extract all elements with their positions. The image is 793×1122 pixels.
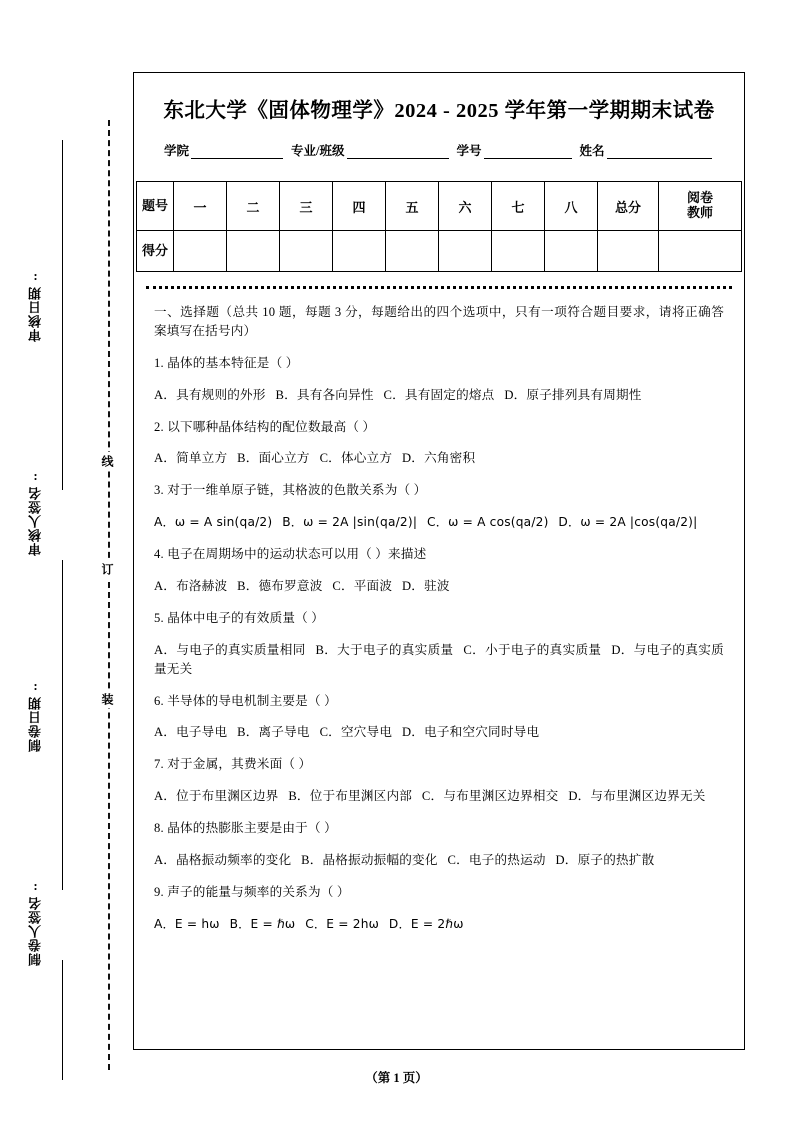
question-4-option-c[interactable]: C．平面波	[332, 579, 393, 594]
question-8-options	[154, 851, 724, 870]
question-9-option-c[interactable]: C．E = 2hω	[305, 916, 380, 931]
reviewer-signature-label: 审核人签名:	[28, 470, 43, 556]
question-9-text: 声子的能量与频率的关系为（ ）	[167, 884, 350, 899]
margin-divider-line-3	[62, 960, 63, 1080]
page-footer: （第 1 页）	[365, 1071, 428, 1085]
question-4-number: 4.	[154, 547, 164, 562]
score-col-3: 三	[280, 182, 333, 231]
question-3-option-b[interactable]: B．ω = 2A |sin(qa/2)|	[282, 515, 418, 530]
question-2-stem	[154, 418, 724, 437]
question-1-text: 晶体的基本特征是（ ）	[167, 355, 299, 370]
producer-signature-label: 制卷人签名:	[28, 880, 43, 966]
question-5-number: 5.	[154, 610, 164, 625]
score-cell-8[interactable]	[545, 231, 598, 272]
question-8-option-b[interactable]: B．晶格振动振幅的变化	[301, 853, 438, 868]
question-8-number: 8.	[154, 821, 164, 836]
score-cell-4[interactable]	[333, 231, 386, 272]
score-col-5: 五	[386, 182, 439, 231]
score-col-7: 七	[492, 182, 545, 231]
score-col-4: 四	[333, 182, 386, 231]
question-6-options	[154, 723, 724, 742]
question-1-option-b[interactable]: B．具有各向异性	[275, 387, 374, 402]
question-3-text: 对于一维单原子链，其格波的色散关系为（ ）	[167, 483, 427, 498]
question-3-options	[154, 513, 724, 532]
production-date-label: 制卷日期:	[28, 680, 43, 752]
question-7-options	[154, 787, 724, 806]
score-cell-3[interactable]	[280, 231, 333, 272]
table-row-question-numbers	[137, 182, 742, 231]
row-label-question-number: 题号	[137, 182, 174, 231]
question-3-number: 3.	[154, 483, 164, 498]
score-col-6: 六	[439, 182, 492, 231]
grading-teacher-line1: 阅卷	[686, 190, 713, 206]
question-4-option-b[interactable]: B．德布罗意波	[237, 579, 323, 594]
student-id-label: 学号	[456, 144, 482, 158]
question-3-stem	[154, 481, 724, 500]
question-8-option-d[interactable]: D．原子的热扩散	[555, 853, 655, 868]
score-cell-total[interactable]	[598, 231, 659, 272]
student-info-row	[164, 141, 722, 159]
row-label-score: 得分	[137, 231, 174, 272]
question-7-option-b[interactable]: B．位于布里渊区内部	[288, 789, 413, 804]
score-col-1: 一	[174, 182, 227, 231]
question-4-option-a[interactable]: A．布洛赫波	[154, 579, 228, 594]
question-2-number: 2.	[154, 419, 164, 434]
score-cell-5[interactable]	[386, 231, 439, 272]
question-2-option-a[interactable]: A．简单立方	[154, 451, 228, 466]
question-2-text: 以下哪种晶体结构的配位数最高（ ）	[167, 419, 376, 434]
binding-fold-dashed-line	[108, 120, 110, 1070]
question-1-option-c[interactable]: C．具有固定的熔点	[383, 387, 495, 402]
question-8-text: 晶体的热膨胀主要是由于（ ）	[167, 821, 337, 836]
fold-char-zhuang: 装	[99, 690, 116, 708]
question-4-option-d[interactable]: D．驻波	[402, 579, 450, 594]
header-body-separator	[146, 286, 732, 289]
question-6-number: 6.	[154, 693, 164, 708]
question-3-option-c[interactable]: C．ω = A cos(qa/2)	[427, 515, 549, 530]
score-col-grading-teacher	[659, 182, 742, 231]
question-1-number: 1.	[154, 355, 164, 370]
question-6-text: 半导体的导电机制主要是（ ）	[167, 693, 337, 708]
question-7-option-a[interactable]: A．位于布里渊区边界	[154, 789, 279, 804]
margin-divider-line-2	[62, 560, 63, 890]
fold-char-xian: 线	[99, 452, 116, 470]
table-row-scores	[137, 231, 742, 272]
question-9-options	[154, 915, 724, 934]
question-9-stem	[154, 883, 724, 902]
question-6-option-d[interactable]: D．电子和空穴同时导电	[402, 725, 540, 740]
question-5-option-b[interactable]: B．大于电子的真实质量	[315, 642, 454, 657]
question-4-options	[154, 577, 724, 596]
question-9-option-b[interactable]: B．E = ℏω	[229, 916, 296, 931]
question-4-stem	[154, 545, 724, 564]
question-5-options	[154, 641, 724, 679]
question-8-option-c[interactable]: C．电子的热运动	[447, 853, 546, 868]
question-2-options	[154, 449, 724, 468]
question-2-option-b[interactable]: B．面心立方	[237, 451, 310, 466]
major-class-label: 专业/班级	[291, 144, 345, 158]
score-col-8: 八	[545, 182, 598, 231]
question-9-number: 9.	[154, 884, 164, 899]
question-1-stem	[154, 354, 724, 373]
score-cell-grading-teacher[interactable]	[659, 231, 742, 272]
question-7-option-d[interactable]: D．与布里渊区边界无关	[568, 789, 706, 804]
question-2-option-d[interactable]: D．六角密积	[402, 451, 476, 466]
question-4-text: 电子在周期场中的运动状态可以用（ ）来描述	[167, 547, 427, 562]
question-6-option-b[interactable]: B．离子导电	[237, 725, 310, 740]
college-label: 学院	[164, 144, 190, 158]
score-col-total: 总分	[598, 182, 659, 231]
question-6-stem	[154, 692, 724, 711]
question-5-option-a[interactable]: A．与电子的真实质量相同	[154, 642, 306, 657]
grading-teacher-line2: 教师	[686, 205, 713, 220]
college-input[interactable]	[191, 145, 283, 159]
question-3-option-a[interactable]: A．ω = A sin(qa/2)	[154, 515, 273, 530]
question-7-stem	[154, 755, 724, 774]
section-heading-multiple-choice: 一、选择题（总共 10 题，每题 3 分，每题给出的四个选项中，只有一项符合题目要求，请将正确答案填写在括号内）	[154, 305, 724, 338]
exam-body	[154, 303, 724, 934]
page-title: 东北大学《固体物理学》2024 - 2025 学年第一学期期末试卷	[163, 100, 715, 122]
score-cell-7[interactable]	[492, 231, 545, 272]
question-6-option-c[interactable]: C．空穴导电	[319, 725, 393, 740]
question-5-text: 晶体中电子的有效质量（ ）	[167, 610, 325, 625]
question-9-option-a[interactable]: A．E = hω	[154, 916, 220, 931]
question-7-option-c[interactable]: C．与布里渊区边界相交	[421, 789, 559, 804]
question-7-number: 7.	[154, 757, 164, 772]
question-5-stem	[154, 609, 724, 628]
score-col-2: 二	[227, 182, 280, 231]
question-2-option-c[interactable]: C．体心立方	[319, 451, 393, 466]
question-5-option-d[interactable]: D．与电子的真实质量无关	[154, 642, 724, 676]
review-date-label: 审核日期:	[28, 270, 43, 342]
name-input[interactable]	[607, 145, 712, 159]
question-7-text: 对于金属，其费米面（ ）	[167, 757, 312, 772]
score-cell-2[interactable]	[227, 231, 280, 272]
fold-char-ding: 订	[99, 560, 116, 578]
question-5-option-c[interactable]: C．小于电子的真实质量	[463, 642, 602, 657]
question-1-option-d[interactable]: D．原子排列具有周期性	[504, 387, 642, 402]
question-8-option-a[interactable]: A．晶格振动频率的变化	[154, 853, 292, 868]
student-id-input[interactable]	[484, 145, 572, 159]
score-cell-1[interactable]	[174, 231, 227, 272]
major-class-input[interactable]	[347, 145, 449, 159]
exam-paper-sheet	[133, 72, 745, 1050]
question-1-option-a[interactable]: A．具有规则的外形	[154, 387, 266, 402]
question-1-options	[154, 386, 724, 405]
question-6-option-a[interactable]: A．电子导电	[154, 725, 228, 740]
name-label: 姓名	[579, 144, 605, 158]
question-8-stem	[154, 819, 724, 838]
score-table	[136, 181, 742, 272]
margin-divider-line-1	[62, 140, 63, 490]
question-9-option-d[interactable]: D．E = 2ℏω	[388, 916, 464, 931]
score-cell-6[interactable]	[439, 231, 492, 272]
question-3-option-d[interactable]: D．ω = 2A |cos(qa/2)|	[558, 515, 698, 530]
